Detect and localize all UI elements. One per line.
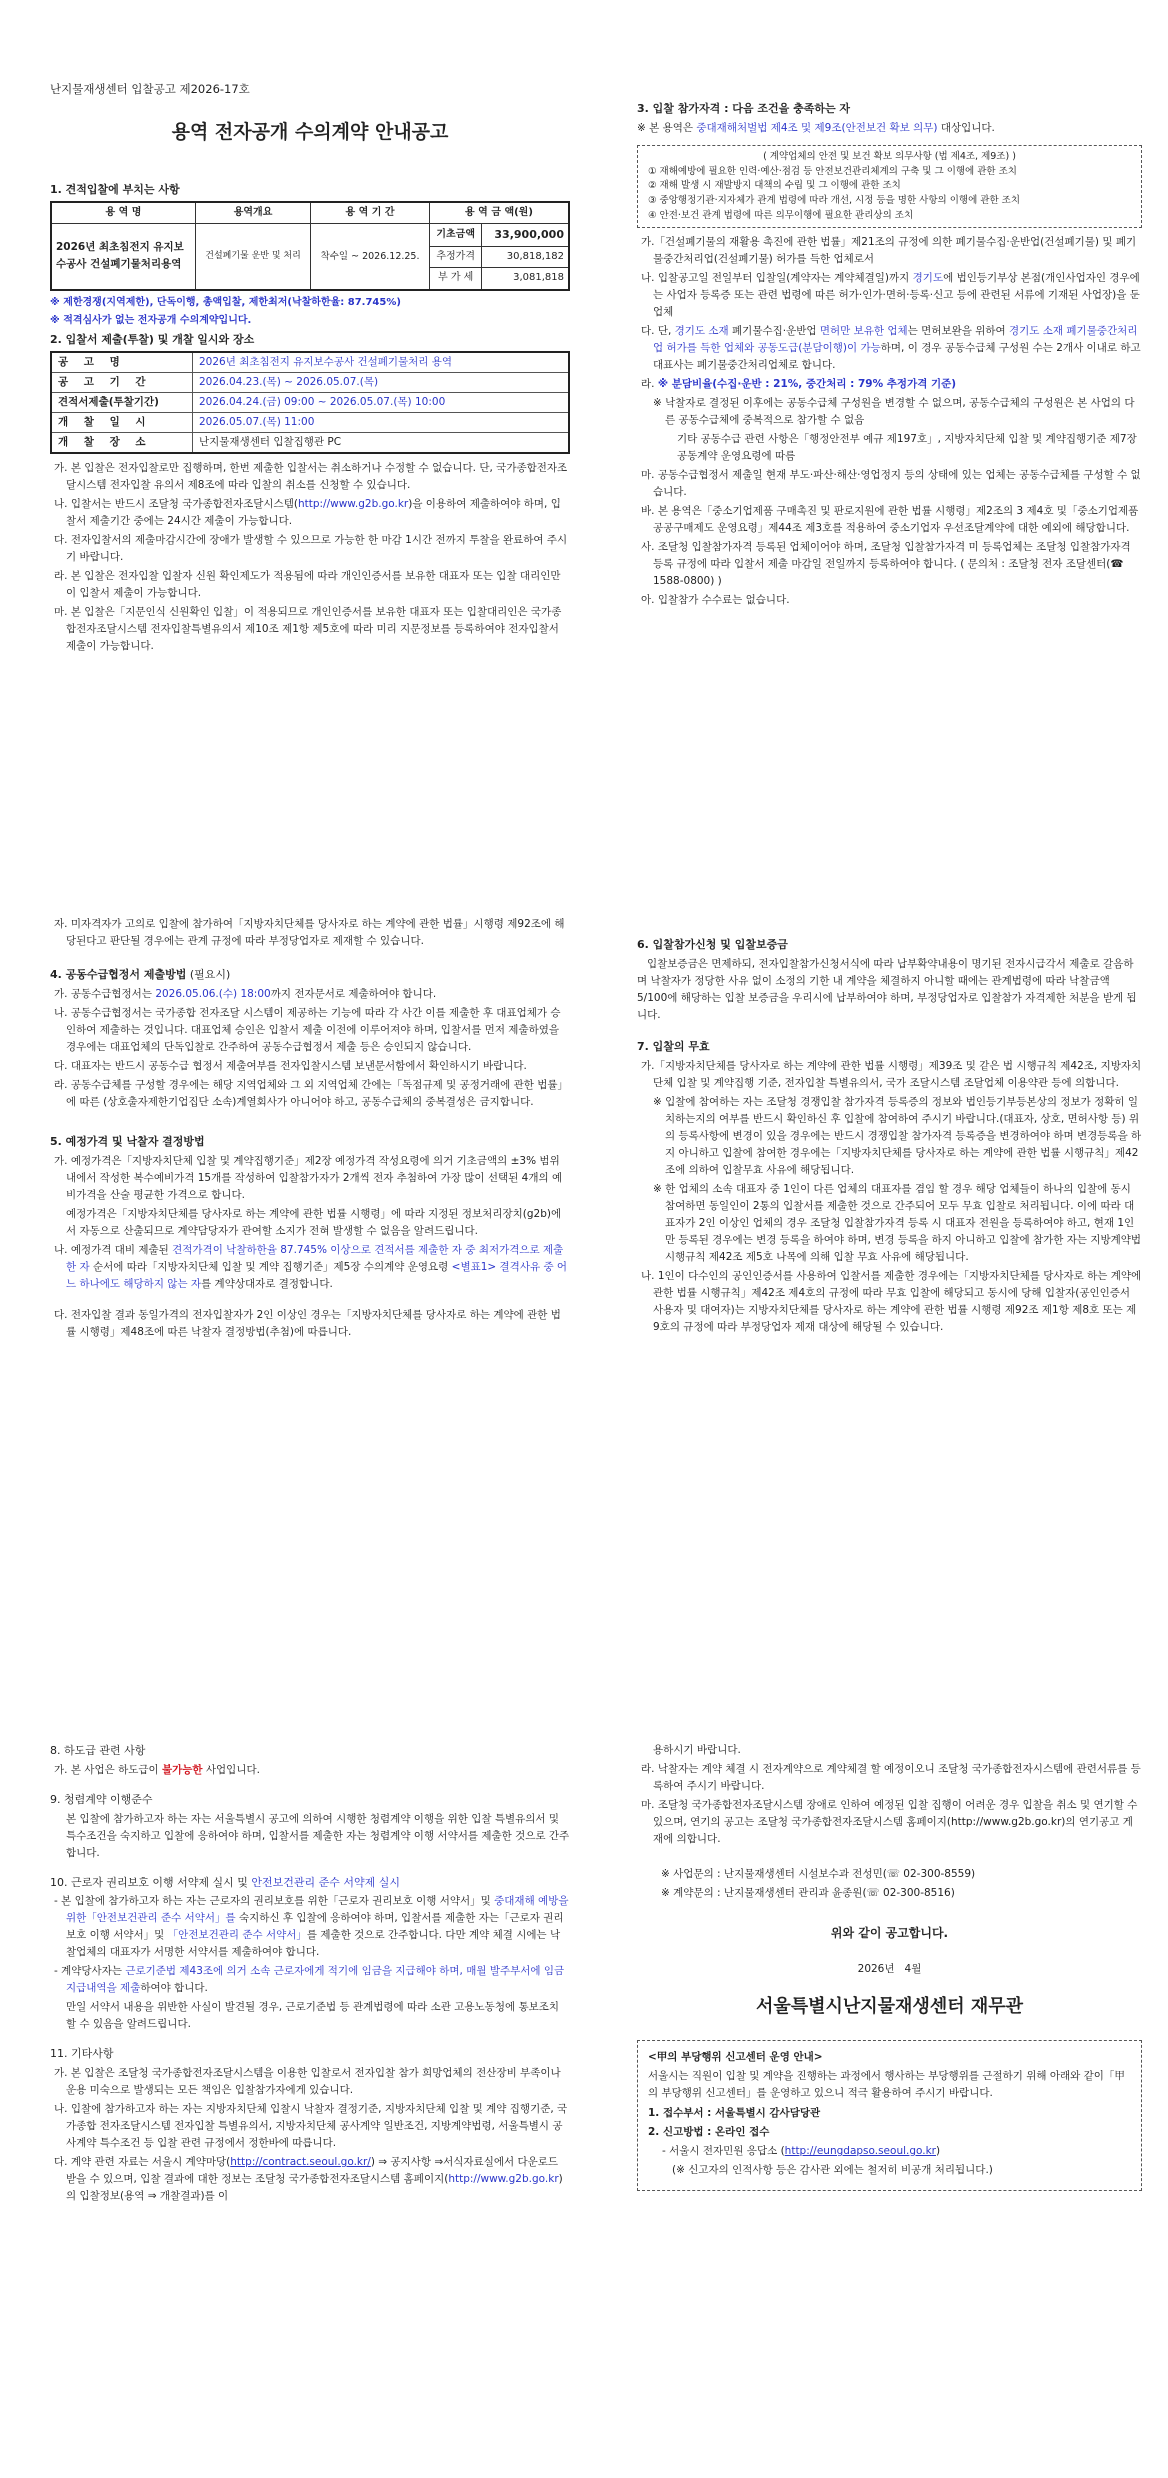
schedule-key: 견적서제출(투찰기간): [51, 392, 193, 412]
amount-label: 추정가격: [429, 247, 481, 268]
para-7-na: 나. 1인이 다수인의 공인인증서를 사용하여 입찰서를 제출한 경우에는「지방자치단체를 당사자로 하는 계약에 관한 법률 시행규칙」제42조 제4호의 규정에 따라 무효 입찰에 해당되고 동시에 당해 입찰자(공인인증서 사용자 및 대여자)는 지방자치단체를 당사자로 하는 계약에 관한 법률 시행령 제92조 제1항 제8호 또는 제9호의 규정에 따라 부정당업자 제재 대상에 해당될 수 있습니다.: [641, 1269, 1142, 1333]
schedule-key: 개 찰 일 시: [51, 412, 193, 432]
para-4-ra: 라. 공동수급체를 구성할 경우에는 해당 지역업체와 그 외 지역업체 간에는「독점규제 및 공정거래에 관한 법률」에 따른 (상호출자제한기업집단 소속)계열회사가 아니어야 하고, 공동수급체의 중복결성은 금지합니다.: [54, 1078, 569, 1108]
para-2-ga: 가. 본 입찰은 전자입찰로만 집행하며, 한번 제출한 입찰서는 취소하거나 수정할 수 없습니다. 단, 국가종합전자조달시스템 전자입찰 유의서 제8조에 따라 입찰의 취소를 신청할 수 있습니다.: [54, 461, 568, 491]
text: 나. 입찰서는 반드시 조달청 국가종합전자조달시스템(: [54, 497, 298, 510]
section-4-title: [50, 966, 570, 984]
misconduct-report-box: [637, 2040, 1142, 2191]
amount-value: 3,081,818: [482, 268, 569, 290]
para-3-sa: 사. 조달청 입찰참가자격 등록된 업체이어야 하며, 조달청 입찰참가자격 미 등록업체는 조달청 입찰참가자격 등록 규정에 따라 입찰서 제출 마감일 전일까지 등록하여야 합니다. ( 문의처 : 조달청 전자 조달센터(☎ 1588-0800) ): [641, 541, 1131, 588]
para-3-ra-note2: 기타 공동수급 관련 사항은「행정안전부 예규 제197호」, 지방자치단체 입찰 및 계약집행기준 제7장 공동계약 운영요령에 따름: [677, 433, 1137, 463]
box-item: ① 재해예방에 필요한 인력·예산·점검 등 안전보건관리체계의 구축 및 그 이행에 관한 조치: [648, 165, 1017, 177]
section-11-title: 11. 기타사항: [50, 2047, 114, 2061]
text: ※ 분담비율(수집·운반 : 21%, 중간처리 : 79% 추정가격 기준): [657, 378, 957, 391]
text: 10. 근로자 권리보호 이행 서약제 실시 및: [50, 1875, 252, 1889]
text: 2026.05.06.(수) 18:00: [155, 987, 271, 1000]
text: 안전보건관리 준수 서약제 실시: [251, 1875, 400, 1889]
section-5-title: 5. 예정가격 및 낙찰자 결정방법: [50, 1134, 205, 1148]
amount-label: 부 가 세: [429, 268, 481, 290]
box-item: ② 재해 발생 시 재발방지 대책의 수립 및 그 이행에 관한 조치: [648, 180, 901, 192]
page2-left-column: [50, 916, 570, 1343]
report-dept: 1. 접수부서 : 서울특별시 감사담당관: [648, 2106, 821, 2119]
text: 라.: [641, 378, 658, 391]
service-desc-cell: 건설폐기물 운반 및 처리: [196, 224, 311, 290]
schedule-value: 2026년 최초침전지 유지보수공사 건설폐기물처리 용역: [193, 352, 570, 373]
schedule-value: 2026.04.24.(금) 09:00 ~ 2026.05.07.(목) 10:00: [193, 392, 570, 412]
contract-link[interactable]: http://contract.seoul.go.kr/: [230, 2156, 371, 2169]
text: 경기도 소재: [674, 325, 729, 338]
para-5-da: 다. 전자입찰 결과 동일가격의 전자입찰자가 2인 이상인 경우는「지방자치단체를 당사자로 하는 계약에 관한 법률 시행령」제48조에 따른 낙찰자 결정방법(추첨)에 따릅니다.: [54, 1308, 561, 1338]
text: 대상입니다.: [937, 121, 995, 134]
text: 하며, 이 경우 공동수급체 구성원 수는 2개사 이내로 하고 대표사는 폐기물중간처리업체로 합니다.: [653, 342, 1141, 372]
text: 숙지하신 후 입찰에 응하여야 하며, 입찰서를 제출한 자는「근로자 권리보호 이행 서약서」및: [66, 1912, 564, 1942]
section-7-title: 7. 입찰의 무효: [637, 1039, 710, 1053]
report-online: [648, 2143, 1131, 2160]
para-3-na: [637, 270, 1142, 321]
page-2: [0, 826, 1168, 1652]
para-11-na: 나. 입찰에 참가하고자 하는 자는 지방자치단체 입찰시 낙찰자 결정기준, 지방자치단체 입찰 및 계약 집행기준, 국가종합 전자조달시스템 전자입찰 특별유의서, 지방자치단체 공사계약 일반조건, 지방계약법령, 서울특별시 공사계약 특수조건 등 입찰 관련 규정에서 정한바에 따릅니다.: [54, 2103, 568, 2150]
closing-text: 위와 같이 공고합니다.: [830, 1926, 949, 1940]
schedule-key: 개 찰 장 소: [51, 432, 193, 453]
text: 순서에 따라「지방자치단체 입찰 및 계약 집행기준」제5장 수의계약 운영요령: [89, 1260, 452, 1273]
para-7-note-2: ※ 한 업체의 소속 대표자 중 1인이 다른 업체의 대표자를 겸임 할 경우 해당 업체들이 하나의 입찰에 동시 참여하면 동일인이 2통의 입찰서를 제출한 것으로 간주되어 모두 무효 입찰로 처리됩니다. 이에 따라 대표자가 2인 이상인 업체의 경우 조달청 입찰참가자격 등록 시 대표자 전원을 등록하여야 하고, 현재 1인만 등록된 경우에는 변경 등록을 하여야 하며, 변경 등록을 하지 아니하고 입찰에 참가한 자는 지방계약법 시행규칙 제42조 제5호 나목에 의해 입찰 무효 사유에 해당됩니다.: [653, 1182, 1142, 1263]
para-3-ga: 가.「건설폐기물의 재활용 촉진에 관한 법률」제21조의 규정에 의한 폐기물수집·운반업(건설폐기물) 및 폐기물중간처리업(건설폐기물) 허가를 득한 업체로서: [641, 236, 1137, 266]
page-3: [0, 1652, 1168, 2478]
para-11-ma: 마. 조달청 국가종합전자조달시스템 장애로 인하여 예정된 입찰 집행이 어려운 경우 입찰을 취소 및 연기할 수 있으며, 연기의 공고는 조달청 국가종합전자조달시스템 홈페이지(http://www.g2b.go.kr)의 연기공고 게재에 의합니다.: [641, 1799, 1138, 1845]
text: ): [936, 2145, 941, 2158]
text: 가. 본 사업은 하도급이: [54, 1763, 162, 1776]
para-5-ga: 가. 예정가격은「지방자치단체 입찰 및 계약집행기준」제2장 예정가격 작성요령에 의거 기초금액의 ±3% 범위 내에서 작성한 복수예비가격 15개를 작성하여 입찰참가자가 2개씩 전자 추첨하여 가장 많이 선택된 4개의 예비가격을 산술 평균한 가격으로 합니다.: [54, 1154, 563, 1201]
text: 중대재해처벌법 제4조 및 제9조(안전보건 확보 의무): [696, 121, 938, 134]
schedule-key: 공 고 기 간: [51, 372, 193, 392]
page1-left-column: [50, 80, 570, 657]
report-body: 서울시는 직원이 입찰 및 계약을 진행하는 과정에서 행사하는 부당행위를 근절하기 위해 아래와 같이「甲의 부당행위 신고센터」를 운영하고 있으니 적극 활용하여 주시기 바랍니다.: [648, 2069, 1125, 2100]
text: <별표1> 결격사유 중 어느 하나에도 해당하지 않는 자: [66, 1260, 568, 1290]
para-3-ra-note: ※ 낙찰자로 결정된 이후에는 공동수급체 구성원을 변경할 수 없으며, 공동수급체의 구성원은 본 사업의 다른 공동수급체에 중복적으로 참가할 수 없음: [653, 397, 1135, 427]
para-3-ja: 자. 미자격자가 고의로 입찰에 참가하여「지방자치단체를 당사자로 하는 계약에 관한 법률」시행령 제92조에 해당된다고 판단될 경우에는 관계 규정에 따라 부정당업자로 제재할 수 있습니다.: [54, 918, 565, 947]
schedule-value: 난지물재생센터 입찰집행관 PC: [193, 432, 570, 453]
eungdapso-link[interactable]: http://eungdapso.seoul.go.kr: [784, 2145, 936, 2158]
para-2-ma: 마. 본 입찰은「지문인식 신원확인 입찰」이 적용되므로 개인인증서를 보유한 대표자 또는 입찰대리인은 국가종합전자조달시스템 전자입찰특별유의서 제10조 제1항 제5호에 따라 미리 지문정보를 등록하여야 전자입찰서 제출이 가능합니다.: [54, 605, 562, 652]
text: )의 입찰정보(용역 ⇒ 개찰결과)를 이: [66, 2173, 563, 2203]
text: 폐기물수집·운반업: [728, 325, 820, 338]
para-6-body: 입찰보증금은 면제하되, 전자입찰참가신청서식에 따라 납부확약내용이 명기된 전자시급각서 제출로 갈음하며 낙찰자가 정당한 사유 없이 소정의 기한 내 계약을 체결하지 아니할 때에는 관계법령에 따라 낙찰금액 5/100에 해당하는 입찰 보증금을 우리시에 납부하여야 하며, 부정당업자로 입찰참가 자격제한 처분을 받게 됩니다.: [637, 957, 1137, 1021]
para-10-3: 만일 서약서 내용을 위반한 사실이 발견될 경우, 근로기준법 등 관계법령에 따라 소관 고용노동청에 통보조치 할 수 있음을 알려드립니다.: [66, 2001, 560, 2031]
text: ※ 본 용역은: [637, 121, 697, 134]
section-6-title: 6. 입찰참가신청 및 입찰보증금: [637, 938, 788, 951]
para-7-ga: 가.「지방자치단체를 당사자로 하는 계약에 관한 법률 시행령」제39조 및 같은 법 시행규칙 제42조, 지방자치단체 입찰 및 계약집행 기준, 전자입찰 특별유의서, 국가 조달시스템 조달업체 이용약관 등에 의합니다.: [641, 1059, 1142, 1089]
para-5-ga-2: 예정가격은「지방자치단체를 당사자로 하는 계약에 관한 법률 시행령」에 따라 지정된 정보처리장치(g2b)에서 자동으로 산출되므로 계약담당자가 관여할 소지가 전혀 발생할 수 없음을 알려드립니다.: [66, 1207, 562, 1237]
text: 는 면허보완을 위하여: [907, 325, 1010, 338]
para-3-ba: 바. 본 용역은「중소기업제품 구매촉진 및 판로지원에 관한 법률 시행령」제2조의 3 제4호 및「중소기업제품 공공구매제도 운영요령」제44조 제3호를 적용하여 중소기업자 우선조달계약에 대한 예외에 해당합니다.: [641, 505, 1139, 535]
amount-value: 30,818,182: [482, 247, 569, 268]
text: 근로기준법 제43조에 의거 소속 근로자에게 적기에 임금을 지급해야 하며, 매월 발주부서에 임금 지급내역을 제출: [66, 1965, 565, 1995]
text: 하여야 합니다.: [140, 1982, 208, 1995]
table-header: 용역개요: [196, 202, 311, 224]
para-10-2: [50, 1963, 570, 1997]
schedule-value: 2026.04.23.(목) ~ 2026.05.07.(목): [193, 372, 570, 392]
table-header: 용 역 명: [51, 202, 196, 224]
issuing-org: 서울특별시난지물재생센터 재무관: [755, 1996, 1024, 2018]
text: 중대재해 예방을 위한「안전보건관리 준수 서약서」를: [66, 1895, 569, 1925]
section-10-title: [50, 1874, 570, 1892]
section-8-title: 8. 하도급 관련 사항: [50, 1744, 146, 1757]
section-2-title: 2. 입찰서 제출(투찰) 및 개찰 일시와 장소: [50, 332, 255, 346]
para-9-body: 본 입찰에 참가하고자 하는 자는 서울특별시 공고에 의하여 시행한 청렴계약 이행을 위한 입찰 특별유의서 및 특수조건을 숙지하고 입찰에 응하여야 하며, 입찰서를 제출한 자는 청렴계약 이행 서약서를 제출한 것으로 간주합니다.: [66, 1812, 570, 1859]
safety-obligation-box: [637, 145, 1142, 229]
text: 면허만 보유한 업체: [819, 325, 908, 338]
text: 경기도: [912, 272, 944, 285]
text: 에 법인등기부상 본점(개인사업자인 경우에는 사업자 등록증 또는 관련 법령에 따른 허가·인가·면허·등록·신고 등에 관련된 서류에 기재된 사업장)을 둔 업체: [653, 272, 1140, 319]
page2-right-column: [637, 936, 1142, 1338]
service-summary-table: [50, 201, 570, 290]
text: - 서울시 전자민원 응답소 (: [662, 2145, 785, 2158]
page3-left-column: [50, 1742, 570, 2207]
table-header: 용 역 금 액(원): [429, 202, 569, 224]
text: - 계약당사자는: [54, 1965, 126, 1978]
para-5-na: [50, 1242, 570, 1293]
para-2-na: [50, 496, 570, 530]
para-4-ga: [50, 986, 570, 1003]
text: 4. 공동수급협정서 제출방법: [50, 968, 187, 981]
table-header: 용 역 기 간: [311, 202, 430, 224]
schedule-value: 2026.05.07.(목) 11:00: [193, 412, 570, 432]
text: 까지 전자문서로 제출하여야 합니다.: [270, 987, 437, 1000]
schedule-table: [50, 351, 570, 454]
report-title: <甲의 부당행위 신고센터 운영 안내>: [648, 2050, 823, 2063]
g2b-link[interactable]: http://www.g2b.go.kr: [448, 2173, 559, 2186]
para-10-1: [50, 1893, 570, 1961]
page3-right-column: [637, 1742, 1142, 2191]
amount-value: 33,900,000: [482, 224, 569, 247]
g2b-link[interactable]: http://www.g2b.go.kr: [297, 497, 409, 510]
para-7-note-1: ※ 입찰에 참여하는 자는 조달청 경쟁입찰 참가자격 등록증의 정보와 법인등기부등본상의 정보가 정확히 일치하는지의 여부를 반드시 확인하신 후 입찰에 참여하여 주시기 바랍니다.(대표자, 상호, 면허사항 등) 위의 등록사항에 변경이 있을 경우에는 반드시 경쟁입찰 참가자격 등록증을 변경하여야 하며 변경등록을 하지 아니하고 입찰에 참여한 경우에는「지방자치단체를 당사자로 하는 계약에 관한 법률 시행규칙」제42조에 의하여 입찰무효 사유에 해당됩니다.: [653, 1095, 1142, 1176]
text: 나. 입찰공고일 전일부터 입찰일(계약자는 계약체결일)까지: [641, 272, 913, 285]
text: 경기도 소재 폐기물중간처리업 허가를 득한 업체와 공동도급(분담이행)이 가능: [653, 325, 1138, 355]
text: 「안전보건관리 준수 서약서」: [167, 1929, 307, 1942]
page-1: [0, 0, 1168, 826]
contract-contact: ※ 계약문의 : 난지물재생센터 관리과 윤종원(☏ 02-300-8516): [661, 1887, 955, 1899]
text: )을 이용하여 제출하여야 하며, 입찰서 제출기간 중에는 24시간 제출이 가능합니다.: [66, 497, 561, 527]
para-3-da: [637, 323, 1142, 374]
text: 가. 공동수급협정서는: [54, 987, 156, 1000]
text: 나. 예정가격 대비 제출된: [54, 1243, 173, 1256]
para-11-da: [50, 2154, 570, 2205]
para-4-na: 나. 공동수급협정서는 국가종합 전자조달 시스템이 제공하는 기능에 따라 각 사간 이를 제출한 후 대표업체가 승인하여 제출하는 것입니다. 대표업체 승인은 입찰서 제출 이전에 이루어져야 하며, 입찰서를 먼저 제출하였을 경우에는 대표업체의 단독입찰로 간주하여 공동수급협정서 제출 등은 승인되지 않습니다.: [54, 1006, 561, 1053]
amount-label: 기초금액: [429, 224, 481, 247]
text: (필요시): [186, 968, 231, 981]
para-3-a: 아. 입찰참가 수수료는 없습니다.: [641, 594, 790, 607]
safety-law-note: [637, 120, 1142, 137]
box-item: ④ 안전·보건 관계 법령에 따른 의무이행에 필요한 관리상의 조치: [648, 209, 914, 221]
para-11-da-cont: 용하시기 바랍니다.: [653, 1744, 741, 1756]
text: 다. 단,: [641, 325, 675, 338]
box-title: ( 계약업체의 안전 및 보건 확보 의무사항 (법 제4조, 제9조) ): [763, 150, 1016, 162]
text: 다. 계약 관련 자료는 서울시 계약마당(: [54, 2156, 231, 2169]
text: - 본 입찰에 참가하고자 하는 자는 근로자의 권리보호를 위한「근로자 권리보호 이행 서약서」및: [54, 1895, 495, 1908]
para-3-ra: [637, 376, 1142, 393]
schedule-key: 공 고 명: [51, 352, 193, 373]
para-2-da: 다. 전자입찰서의 제출마감시간에 장애가 발생할 수 있으므로 가능한 한 마감 1시간 전까지 투찰을 완료하여 주시기 바랍니다.: [54, 533, 568, 563]
section-9-title: 9. 청렴계약 이행준수: [50, 1792, 153, 1806]
para-2-ra: 라. 본 입찰은 전자입찰 입찰자 신원 확인제도가 적용됨에 따라 개인인증서를 보유한 대표자 또는 입찰 대리인만이 입찰서 제출이 가능합니다.: [54, 569, 561, 599]
text: 견적가격이 낙찰하한율 87.745% 이상으로 견적서를 제출한 자 중 최저가격으로 제출한 자: [66, 1243, 564, 1273]
para-11-ga: 가. 본 입찰은 조달청 국가종합전자조달시스템을 이용한 입찰로서 전자입찰 참가 희망업체의 전산장비 부족이나 운용 미숙으로 발생되는 모든 책임은 입찰참가자에게 있습니다.: [54, 2067, 561, 2097]
page-title: 용역 전자공개 수의계약 안내공고: [171, 120, 449, 143]
text: 를 계약상대자로 결정합니다.: [201, 1277, 333, 1290]
para-8-ga: [50, 1762, 570, 1779]
text: ) ⇒ 공지사항 ⇒서식자료실에서 다운로드 받을 수 있으며, 입찰 결과에 대한 정보는 조달청 국가종합전자조달시스템 홈페이지(: [66, 2156, 559, 2186]
contract-type-note: ※ 적격심사가 없는 전자공개 수의계약입니다.: [50, 314, 252, 326]
section-3-title: 3. 입찰 참가자격 : 다음 조건을 충족하는 자: [637, 102, 851, 115]
report-privacy: (※ 신고자의 인적사항 등은 감사관 외에는 철저히 비공개 처리됩니다.): [672, 2164, 993, 2177]
service-period-cell: 착수일 ~ 2026.12.25.: [311, 224, 430, 290]
service-name-cell: 2026년 최초침전지 유지보수공사 건설폐기물처리용역: [51, 224, 196, 290]
text: 불가능한: [161, 1763, 203, 1776]
text: 사업입니다.: [202, 1763, 260, 1776]
page1-right-column: [637, 100, 1142, 611]
para-11-ra: 라. 낙찰자는 계약 체결 시 전자계약으로 계약체결 할 예정이오니 조달청 국가종합전자시스템에 관련서류를 등록하여 주시기 바랍니다.: [641, 1763, 1141, 1792]
report-method: 2. 신고방법 : 온라인 접수: [648, 2125, 770, 2138]
announce-date: 2026년 4월: [857, 1963, 922, 1976]
box-item: ③ 중앙행정기관·지자체가 관계 법령에 따라 개선, 시정 등을 명한 사항의 이행에 관한 조치: [648, 194, 1020, 206]
business-contact: ※ 사업문의 : 난지물재생센터 시설보수과 전성민(☏ 02-300-8559): [661, 1868, 976, 1880]
section-1-title: 1. 견적입찰에 부치는 사항: [50, 183, 180, 197]
notice-number: 난지물재생센터 입찰공고 제2026-17호: [50, 82, 250, 96]
para-4-da: 다. 대표자는 반드시 공동수급 협정서 제출여부를 전자입찰시스템 보낸문서함에서 확인하시기 바랍니다.: [54, 1059, 527, 1072]
para-3-ma: 마. 공동수급협정서 제출일 현재 부도·파산·해산·영업정지 등의 상태에 있는 업체는 공동수급체를 구성할 수 없습니다.: [641, 469, 1141, 499]
text: 를 제출한 것으로 간주합니다. 다만 계약 체결 시에는 낙찰업체의 대표자가 서명한 서약서를 제출하여야 합니다.: [66, 1929, 561, 1959]
bid-type-note: ※ 제한경쟁(지역제한), 단독이행, 총액입찰, 제한최저(낙찰하한율: 87.745%): [50, 296, 401, 308]
